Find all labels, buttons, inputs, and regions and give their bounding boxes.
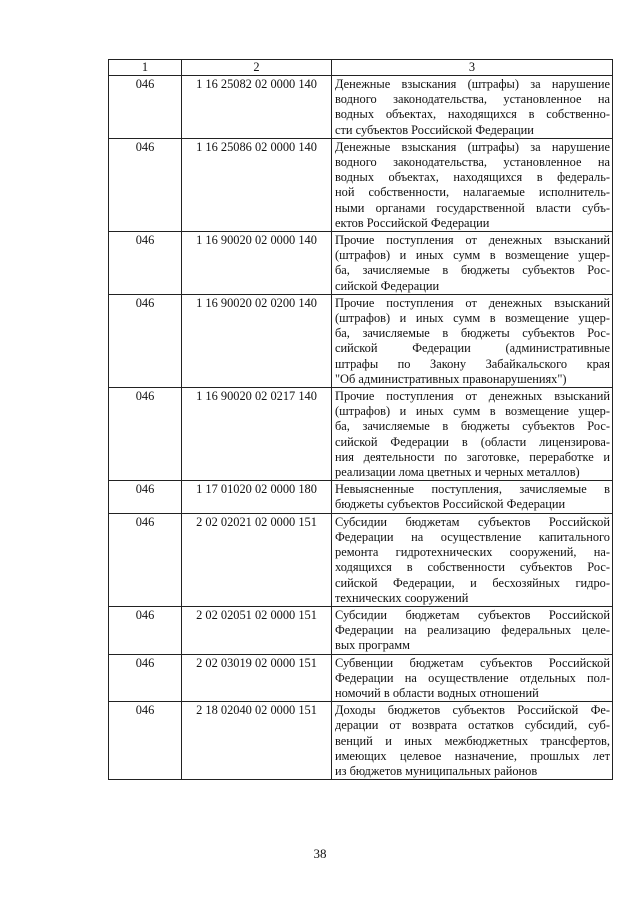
description-cell xyxy=(332,702,613,780)
table-row xyxy=(109,513,613,606)
description-line: водных объектах, находящихся в собственно- xyxy=(335,107,610,122)
description-line: вых программ xyxy=(335,638,410,653)
table-body xyxy=(109,76,613,780)
description-line: венций и иных межбюджетных трансфертов, xyxy=(335,733,610,748)
description-line: штрафы по Закону Забайкальского края xyxy=(335,356,610,371)
description-line: ектов Российской Федерации xyxy=(335,215,490,230)
description-line: (штрафов) и иных сумм в возмещение ущер- xyxy=(335,311,610,326)
description-line: реализации лома цветных и черных металлов) xyxy=(335,465,580,480)
description-line: Прочие поступления от денежных взысканий xyxy=(335,295,610,310)
description-line: номочий в области водных отношений xyxy=(335,685,539,700)
admin-code-cell: 046 xyxy=(109,481,182,513)
description-line: Субсидии бюджетам субъектов Российской xyxy=(335,514,610,529)
description-line: Денежные взыскания (штрафы) за нарушение xyxy=(335,77,610,91)
admin-code-cell: 046 xyxy=(109,606,182,654)
description-line: Прочие поступления от денежных взысканий xyxy=(335,389,610,404)
budget-code-cell: 1 16 90020 02 0000 140 xyxy=(182,232,332,295)
description-line: технических сооружений xyxy=(335,590,469,605)
description-line: сийской Федерации, и бесхозяйных гидро- xyxy=(335,575,610,590)
description-line: водных объектах, находящихся в федераль- xyxy=(335,170,610,185)
description-line: Доходы бюджетов субъектов Российской Фе- xyxy=(335,703,610,718)
description-line: сийской Федерации в (области лицензирова- xyxy=(335,434,610,449)
description-line: Невыясненные поступления, зачисляемые в xyxy=(335,482,610,497)
description-cell xyxy=(332,481,613,513)
description-line: Субвенции бюджетам субъектов Российской xyxy=(335,655,610,670)
description-line: сийской Федерации xyxy=(335,278,440,293)
header-cell-kbk: 2 xyxy=(182,60,332,76)
description-line: ния деятельности по заготовке, переработке и xyxy=(335,449,610,464)
table-row xyxy=(109,481,613,513)
description-line: водного законодательства, установленное на xyxy=(335,155,610,170)
budget-code-cell: 1 16 90020 02 0217 140 xyxy=(182,388,332,481)
description-cell xyxy=(332,294,613,387)
admin-code-cell: 046 xyxy=(109,138,182,231)
table-header-row xyxy=(109,60,613,76)
description-line: ходящихся в собственности субъектов Рос- xyxy=(335,560,610,575)
budget-code-cell: 1 16 90020 02 0200 140 xyxy=(182,294,332,387)
description-line: бюджеты субъектов Российской Федерации xyxy=(335,497,566,512)
table-row xyxy=(109,606,613,654)
admin-code-cell: 046 xyxy=(109,388,182,481)
description-line: Денежные взыскания (штрафы) за нарушение xyxy=(335,139,610,154)
budget-code-cell: 1 16 25086 02 0000 140 xyxy=(182,138,332,231)
description-line: из бюджетов муниципальных районов xyxy=(335,763,538,778)
description-cell xyxy=(332,513,613,606)
description-line: ремонта гидротехнических сооружений, на- xyxy=(335,545,610,560)
table-row xyxy=(109,76,613,139)
budget-code-cell: 1 17 01020 02 0000 180 xyxy=(182,481,332,513)
admin-code-cell: 046 xyxy=(109,654,182,702)
description-cell xyxy=(332,232,613,295)
description-line: ба, зачисляемые в бюджеты субъектов Рос- xyxy=(335,263,610,278)
table-row xyxy=(109,294,613,387)
description-line: сти субъектов Российской Федерации xyxy=(335,122,534,137)
admin-code-cell: 046 xyxy=(109,513,182,606)
admin-code-cell: 046 xyxy=(109,702,182,780)
description-line: ба, зачисляемые в бюджеты субъектов Рос- xyxy=(335,326,610,341)
page-number: 38 xyxy=(313,846,327,861)
description-line: ной собственности, налагаемые исполнитель- xyxy=(335,185,610,200)
admin-code-cell: 046 xyxy=(109,294,182,387)
table-row xyxy=(109,654,613,702)
admin-code-cell: 046 xyxy=(109,232,182,295)
description-line: (штрафов) и иных сумм в возмещение ущер- xyxy=(335,248,610,263)
budget-code-cell: 1 16 25082 02 0000 140 xyxy=(182,76,332,139)
description-line: (штрафов) и иных сумм в возмещение ущер- xyxy=(335,404,610,419)
description-line: имеющих целевое назначение, прошлых лет xyxy=(335,748,610,763)
table-row xyxy=(109,138,613,231)
budget-code-cell: 2 02 02021 02 0000 151 xyxy=(182,513,332,606)
description-cell xyxy=(332,138,613,231)
description-line: Федерации на реализацию федеральных целе- xyxy=(335,623,610,638)
description-line: ными органами государственной власти субъ- xyxy=(335,200,610,215)
description-cell xyxy=(332,606,613,654)
description-line: Прочие поступления от денежных взысканий xyxy=(335,233,610,248)
description-cell xyxy=(332,654,613,702)
description-line: ба, зачисляемые в бюджеты субъектов Рос- xyxy=(335,419,610,434)
header-cell-description: 3 xyxy=(332,60,613,76)
header-cell-admin: 1 xyxy=(109,60,182,76)
description-line: Федерации на осуществление отдельных пол- xyxy=(335,670,610,685)
description-line: водного законодательства, установленное на xyxy=(335,92,610,107)
admin-code-cell: 046 xyxy=(109,76,182,139)
table-row xyxy=(109,702,613,780)
table-row xyxy=(109,232,613,295)
description-cell xyxy=(332,388,613,481)
budget-code-cell: 2 02 02051 02 0000 151 xyxy=(182,606,332,654)
description-line: "Об административных правонарушениях") xyxy=(335,371,567,386)
table-row xyxy=(109,388,613,481)
revenue-codes-table xyxy=(108,59,613,780)
description-line: Федерации на осуществление капитального xyxy=(335,529,610,544)
description-cell xyxy=(332,76,613,139)
description-line: Субсидии бюджетам субъектов Российской xyxy=(335,607,610,622)
budget-code-cell: 2 02 03019 02 0000 151 xyxy=(182,654,332,702)
description-line: сийской Федерации (административные xyxy=(335,341,610,356)
description-line: дерации от возврата остатков субсидий, суб- xyxy=(335,718,610,733)
budget-code-cell: 2 18 02040 02 0000 151 xyxy=(182,702,332,780)
